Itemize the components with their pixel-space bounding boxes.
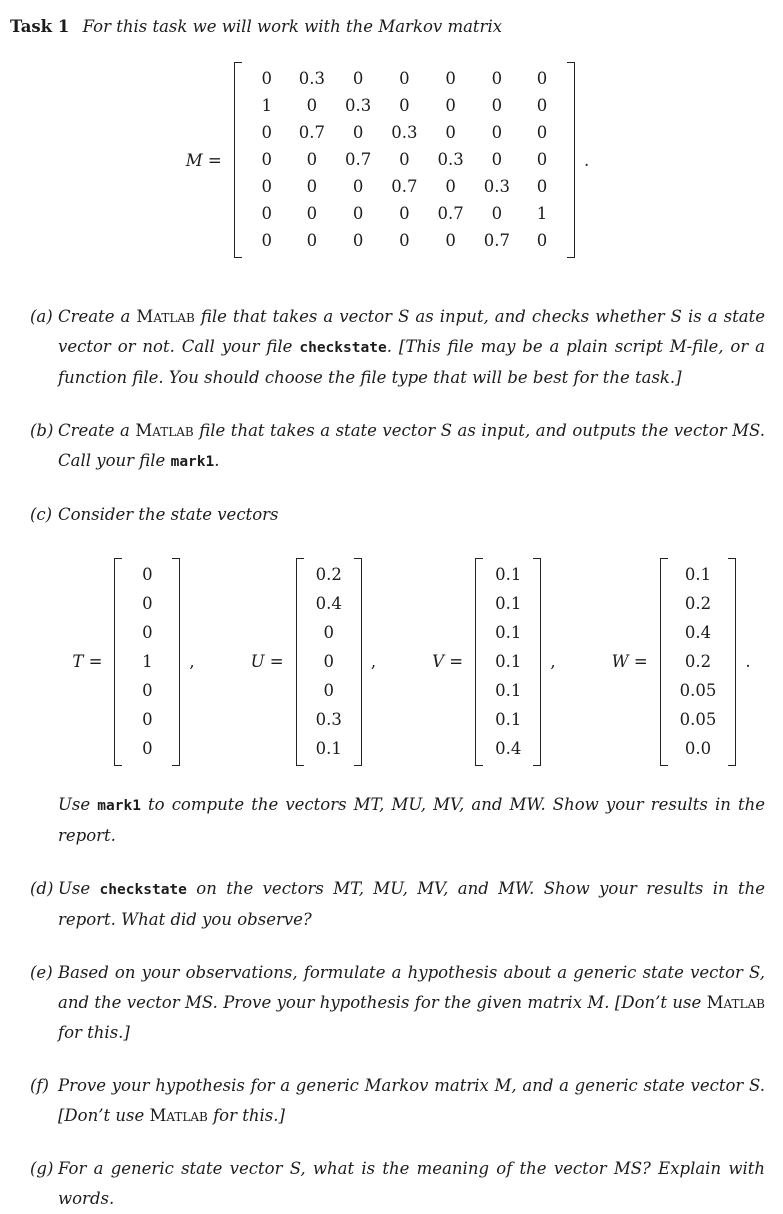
matrix-cell: 0 (352, 123, 364, 142)
matrix-cell: 0.7 (391, 177, 418, 196)
left-bracket (234, 62, 242, 258)
task-heading (10, 14, 765, 40)
left-bracket (475, 558, 483, 766)
matrix-cell: 0.3 (437, 150, 464, 169)
matrix-cell: 0 (399, 231, 410, 250)
matrix-suffix-period: . (583, 150, 590, 170)
matrix-cell: 0.7 (344, 150, 372, 169)
text-segment: Prove your hypothesis for a generic Markov matrix M, and a generic state vector S. [Don’t use (58, 1076, 765, 1125)
code-text: mark1 (170, 454, 215, 470)
text-segment: for this.] (207, 1106, 285, 1125)
matrix-cell: 0 (491, 96, 503, 115)
item-c-intro (58, 505, 278, 524)
vector-cell: 0.05 (679, 681, 717, 700)
matrix-cell: 0.3 (344, 96, 372, 115)
vector-cell: 0 (142, 681, 153, 700)
vector-suffix: . (745, 652, 751, 671)
vector-cell: 0 (323, 652, 335, 671)
matrix-cell: 0.7 (483, 231, 510, 250)
vector-suffix: , (550, 652, 556, 671)
matrix-cell: 0 (261, 231, 272, 250)
text-segment: file that takes a state vector S as input, and outputs the vector MS. Call your file (58, 421, 765, 470)
matrix-cell: 0 (306, 231, 318, 250)
code-text: mark1 (97, 798, 141, 814)
item-e-label: (e) (30, 963, 53, 982)
matrix-cell: 0 (352, 204, 364, 223)
matrix-cell: 1 (261, 96, 272, 115)
text-segment: . (214, 451, 220, 470)
left-bracket (296, 558, 304, 766)
matrix-cell: 0.3 (483, 177, 510, 196)
vector-w (612, 558, 751, 766)
task-item-b (10, 416, 765, 477)
text-segment: Create a (58, 307, 137, 326)
vector-cell: 0.0 (684, 739, 712, 758)
item-f-label: (f) (30, 1076, 49, 1095)
text-segment: Consider the state vectors (58, 505, 279, 524)
matrix-m (186, 62, 589, 258)
item-g-text (58, 1154, 765, 1214)
matrix-cell: 0.7 (437, 204, 464, 223)
matrix-m-label: M = (185, 150, 222, 170)
vector-u-label: U = (250, 652, 284, 671)
matrix-cell: 0 (445, 96, 456, 115)
right-bracket (728, 558, 736, 766)
vector-v (432, 558, 556, 766)
vector-suffix: , (370, 652, 377, 671)
vector-cell: 0.2 (684, 652, 712, 671)
item-d-label: (d) (30, 879, 54, 898)
vector-cell: 0 (142, 565, 153, 584)
item-c-text (58, 500, 765, 851)
text-segment: For a generic state vector S, what is the meaning of the vector MS? Explain with words. (58, 1159, 765, 1208)
task-item-c (10, 500, 765, 851)
matrix-cell: 0 (399, 69, 410, 88)
item-g-label: (g) (30, 1159, 54, 1178)
right-bracket (172, 558, 180, 766)
text-segment: Use (58, 795, 98, 814)
matrix-cell: 0 (352, 231, 364, 250)
item-c-followup (58, 790, 765, 851)
vector-cell: 0 (142, 594, 153, 613)
vector-cell: 0.05 (679, 710, 717, 729)
matrix-cell: 0.7 (298, 123, 325, 142)
matrix-m-grid (242, 62, 567, 258)
matrix-cell: 0 (399, 204, 410, 223)
vector-cell: 0.1 (495, 565, 522, 584)
vector-cell: 0.4 (684, 623, 712, 642)
matrix-cell: 0 (536, 231, 548, 250)
matrix-cell: 0.3 (391, 123, 418, 142)
matrix-cell: 0 (536, 69, 548, 88)
text-segment: for this.] (58, 1023, 130, 1042)
matrix-cell: 0.3 (298, 69, 325, 88)
vector-cell: 0.1 (495, 652, 522, 671)
item-f-text (58, 1071, 765, 1131)
matrix-cell: 0 (352, 177, 364, 196)
matrix-cell: 0 (536, 177, 548, 196)
right-bracket (567, 62, 575, 258)
left-bracket (114, 558, 122, 766)
vector-t-label: T = (72, 652, 103, 671)
text-segment: on the vectors MT, MU, MV, and MW. Show your results in the report. What did you observe? (58, 879, 765, 929)
vector-cell: 0.1 (315, 739, 342, 758)
matrix-cell: 0 (306, 204, 318, 223)
matrix-cell: 0 (536, 96, 548, 115)
matrix-cell: 0 (306, 96, 318, 115)
matrix-cell: 0 (399, 96, 410, 115)
matrix-cell: 0 (445, 177, 456, 196)
matrix-cell: 0 (261, 123, 272, 142)
text-segment: Based on your observations, formulate a hypothesis about a generic state vector S, and the vector MS. Prove your hypothesis for the given matrix M. [Don’t use (58, 963, 765, 1012)
matrix-m-display (10, 40, 765, 276)
vector-cell: 0.4 (315, 594, 342, 613)
matrix-cell: 0 (352, 69, 364, 88)
matrix-cell: 0 (491, 204, 503, 223)
matrix-cell: 0 (261, 150, 272, 169)
task-number-label: Task 1 (10, 17, 70, 36)
item-a-text (58, 302, 765, 393)
matrix-cell: 0 (536, 123, 548, 142)
vector-cell: 0.3 (315, 710, 342, 729)
vector-cell: 0 (323, 623, 335, 642)
vector-cell: 0.4 (495, 739, 522, 758)
right-bracket (354, 558, 362, 766)
text-segment: . [This file may be a plain script M-file, or a function file. You should choose the file type that will be best for the task.] (58, 337, 766, 387)
vector-cell: 0.1 (495, 594, 522, 613)
vector-cell: 0 (142, 739, 153, 758)
task-item-f (10, 1071, 765, 1131)
vector-u (251, 558, 376, 766)
matrix-cell: 0 (536, 150, 548, 169)
item-b-label: (b) (30, 421, 54, 440)
matrix-cell: 0 (399, 150, 410, 169)
matrix-cell: 0 (491, 150, 503, 169)
vector-cell: 0.1 (684, 565, 712, 584)
text-segment: Create a (58, 421, 136, 440)
matrix-cell: 0 (306, 150, 318, 169)
matrix-cell: 0 (445, 123, 456, 142)
matrix-cell: 0 (445, 69, 456, 88)
matrix-cell: 1 (536, 204, 548, 223)
vector-v-label: V = (432, 652, 464, 671)
smallcaps-text: Matlab (706, 993, 765, 1012)
left-bracket (660, 558, 668, 766)
vector-cell: 1 (142, 652, 153, 671)
vector-t (72, 558, 194, 766)
vector-u-values (304, 558, 354, 766)
smallcaps-text: Matlab (136, 307, 195, 326)
smallcaps-text: Matlab (135, 421, 194, 440)
item-c-label: (c) (30, 505, 53, 524)
task-intro-text: For this task we will work with the Markov matrix (82, 17, 503, 36)
task-item-a (10, 302, 765, 393)
vector-cell: 0.2 (315, 565, 342, 584)
vector-cell: 0.1 (495, 623, 522, 642)
matrix-cell: 0 (261, 69, 272, 88)
task-items (10, 302, 765, 1214)
vector-cell: 0.2 (684, 594, 712, 613)
vector-cell: 0 (142, 623, 153, 642)
vector-v-values (483, 558, 533, 766)
vector-w-label: W = (611, 652, 648, 671)
vector-w-values (668, 558, 729, 766)
item-e-text (58, 958, 765, 1048)
task-item-d (10, 874, 765, 935)
item-a-label: (a) (30, 307, 53, 326)
state-vectors-display (58, 558, 765, 766)
vector-cell: 0.1 (495, 681, 522, 700)
right-bracket (533, 558, 541, 766)
code-text: checkstate (99, 882, 187, 898)
vector-suffix: , (189, 652, 195, 671)
item-b-text (58, 416, 765, 477)
vector-t-values (122, 558, 172, 766)
matrix-cell: 0 (491, 123, 503, 142)
code-text: checkstate (299, 340, 387, 356)
text-segment: to compute the vectors MT, MU, MV, and MW. Show your results in the report. (58, 795, 765, 845)
task-item-e (10, 958, 765, 1048)
item-d-text (58, 874, 765, 935)
task-item-g (10, 1154, 765, 1214)
matrix-cell: 0 (261, 177, 272, 196)
matrix-cell: 0 (306, 177, 318, 196)
matrix-cell: 0 (261, 204, 272, 223)
matrix-cell: 0 (491, 69, 503, 88)
smallcaps-text: Matlab (149, 1106, 208, 1125)
vector-cell: 0 (142, 710, 153, 729)
text-segment: Use (58, 879, 100, 898)
vector-cell: 0 (323, 681, 335, 700)
matrix-cell: 0 (445, 231, 456, 250)
vector-cell: 0.1 (495, 710, 522, 729)
text-segment: file that takes a vector S as input, and checks whether S is a state vector or not. Call your file (58, 307, 765, 356)
